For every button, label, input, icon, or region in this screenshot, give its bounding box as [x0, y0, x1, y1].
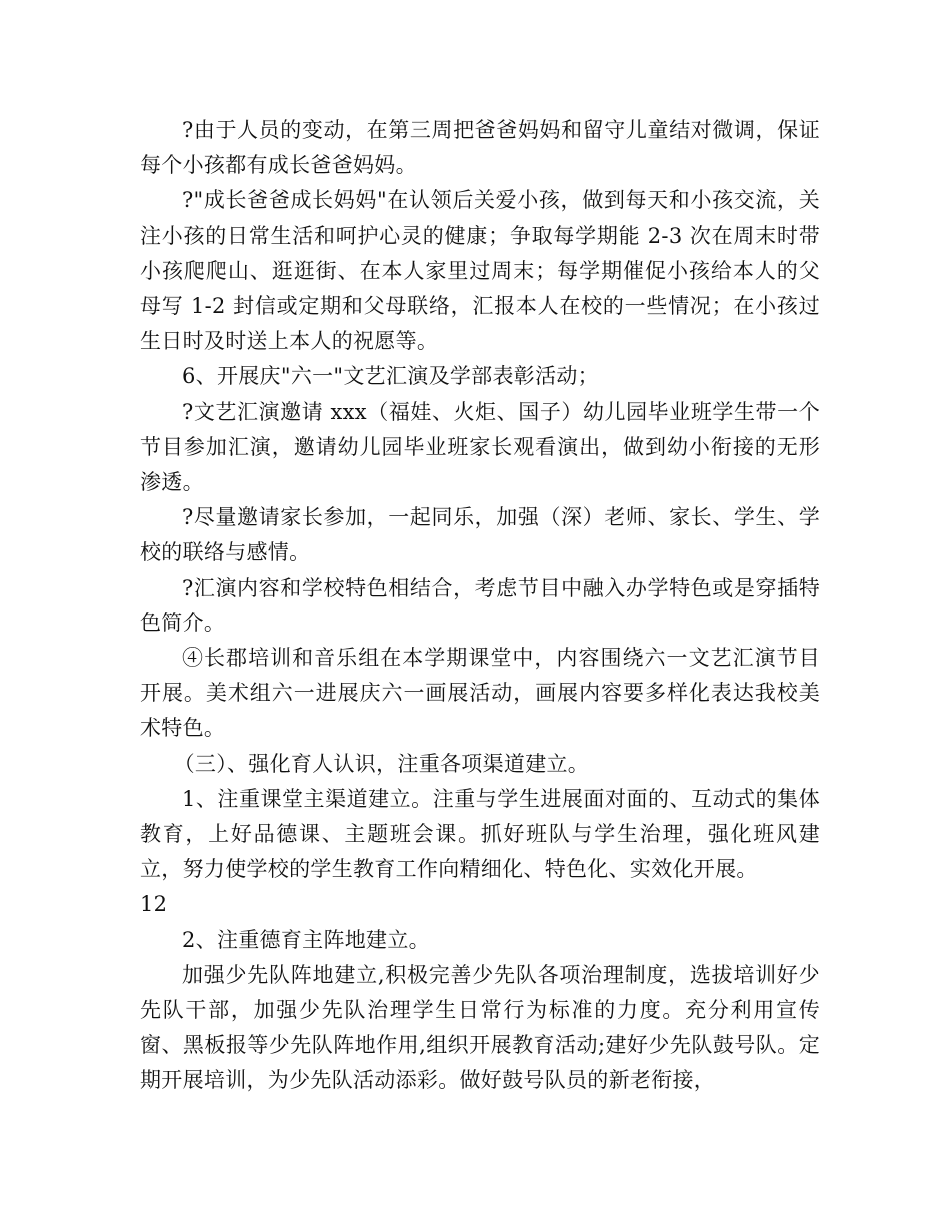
section-heading-education-channels: （三）、强化育人认识，注重各项渠道建立。 [173, 751, 590, 776]
page-number-marker: 12 [140, 892, 168, 917]
paragraph-childrens-day-heading: 6、开展庆"六一"文艺汇演及学部表彰活动； [182, 364, 599, 389]
paragraph-child-pairing-adjustment: ?由于人员的变动，在第三周把爸爸妈妈和留守儿童结对微调，保证每个小孩都有成长爸爸妈妈。 [140, 118, 820, 178]
paragraph-art-exhibition: ④长郡培训和音乐组在本学期课堂中，内容围绕六一文艺汇演节目开展。美术组六一进展庆六一画展活动，画展内容要多样化表达我校美术特色。 [140, 646, 820, 741]
paragraph-parent-invitation: ?尽量邀请家长参加，一起同乐，加强（深）老师、家长、学生、学校的联络与感情。 [140, 505, 820, 565]
document-body [140, 113, 820, 1099]
paragraph-classroom-channel: 1、注重课堂主渠道建立。注重与学生进展面对面的、互动式的集体教育，上好品德课、主题班会课。抓好班队与学生治理，强化班风建立，努力使学校的学生教育工作向精细化、特色化、实效化开展。 [140, 786, 820, 882]
paragraph-growth-parents-care: ?"成长爸爸成长妈妈"在认领后关爱小孩，做到每天和小孩交流，关注小孩的日常生活和呵护心灵的健康；争取每学期能 2-3 次在周末时带小孩爬爬山、逛逛街、在本人家里过周末；每学期催促小孩给本人的父母写 1-2 封信或定期和父母联络，汇报本人在校的一些情况；在小孩过生日时及时送上本人的祝愿等。 [140, 188, 820, 354]
paragraph-moral-position-heading: 2、注重德育主阵地建立。 [182, 927, 430, 952]
paragraph-young-pioneers: 加强少先队阵地建立,积极完善少先队各项治理制度，选拔培训好少先队干部，加强少先队治理学生日常行为标准的力度。充分利用宣传窗、黑板报等少先队阵地作用,组织开展教育活动;建好少先队鼓号队。定期开展培训，为少先队活动添彩。做好鼓号队员的新老衔接， [140, 962, 820, 1093]
paragraph-kindergarten-invitation: ?文艺汇演邀请 xxx（福娃、火炬、国子）幼儿园毕业班学生带一个节目参加汇演，邀请幼儿园毕业班家长观看演出，做到幼小衔接的无形渗透。 [140, 399, 820, 495]
paragraph-school-feature: ?汇演内容和学校特色相结合，考虑节目中融入办学特色或是穿插特色简介。 [140, 575, 820, 635]
